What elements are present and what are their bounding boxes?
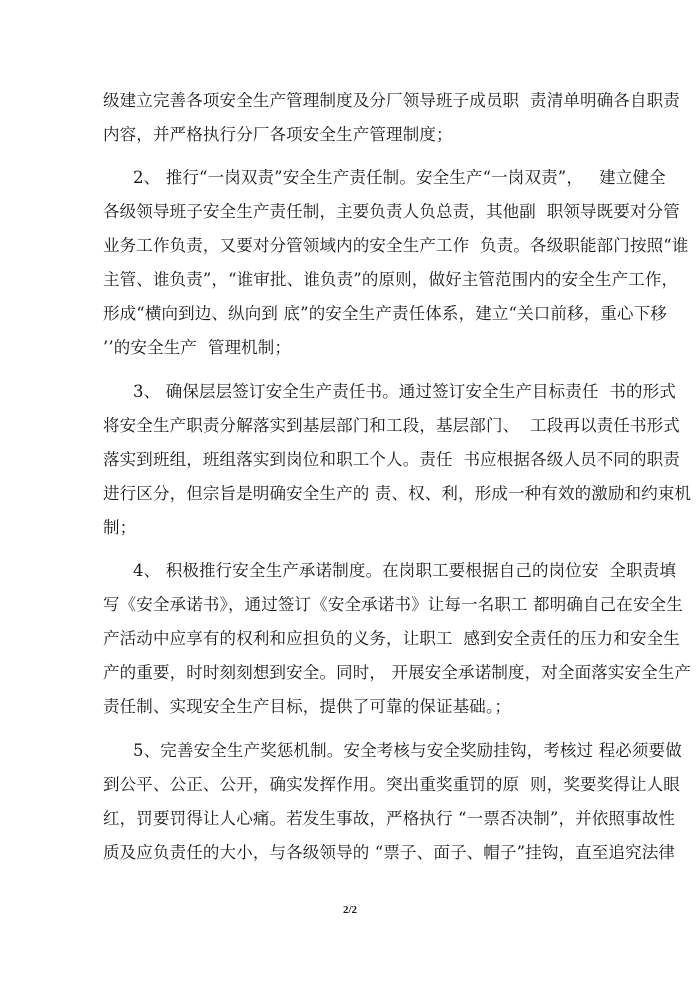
text-line: 业务工作负责，又要对分管领域内的安全生产工作 负责。各级职能部门按照“谁 [103, 236, 689, 255]
text-line: 写《安全承诺书》，通过签订《安全承诺书》让每一名职工 都明确自己在安全生 [103, 595, 683, 614]
text-line: 形成“横向到边、纵向到 底”的安全生产责任体系，建立“关口前移，重心下移 [103, 304, 667, 323]
text-line: ’’的安全生产 管理机制； [103, 338, 292, 357]
text-line: 各级领导班子安全生产责任制，主要负责人负总责，其他副 职领导既要对分管 [103, 202, 680, 221]
text-line: 将安全生产职责分解落实到基层部门和工段，基层部门、 工段再以责任书形式 [103, 416, 680, 435]
text-line: 质及应负责任的大小，与各级领导的 “票子、面子、帽子”挂钩，直至追究法律 [103, 843, 676, 862]
text-line: 级建立完善各项安全生产管理制度及分厂领导班子成员职 责清单明确各自职责 [103, 91, 680, 110]
paragraph-2-start: 2、 推行“一岗双责”安全生产责任制。安全生产“一岗双责”， 建立健全 [133, 168, 666, 187]
page-number: 2/2 [342, 904, 358, 916]
text-line: 红，罚要罚得让人心痛。若发生事故，严格执行 “一票否决制”，并依照事故性 [103, 809, 676, 828]
paragraph-5-start: 5、完善安全生产奖惩机制。安全考核与安全奖励挂钩，考核过 程必须要做 [133, 741, 682, 760]
paragraph-4-start: 4、 积极推行安全生产承诺制度。在岗职工要根据自己的岗位安 全职责填 [133, 561, 676, 580]
text-line: 产活动中应享有的权利和应担负的义务，让职工 感到安全责任的压力和安全生 [103, 629, 680, 648]
paragraph-3-start: 3、 确保层层签订安全生产责任书。通过签订安全生产目标责任 书的形式 [133, 382, 676, 401]
text-line: 进行区分，但宗旨是明确安全生产的 责、权、利，形成一种有效的激励和约束机 [103, 484, 692, 503]
text-line: 到公平、公正、公开，确实发挥作用。突出重奖重罚的原 则，奖要奖得让人眼 [103, 775, 680, 794]
text-line: 制； [103, 518, 137, 537]
text-line: 落实到班组，班组落实到岗位和职工个人。责任 书应根据各级人员不同的职责 [103, 450, 680, 469]
text-line: 内容，并严格执行分厂各项安全生产管理制度； [103, 125, 453, 144]
text-line: 主管、谁负责”，“谁审批、谁负责”的原则，做好主管范围内的安全生产工作， [103, 270, 679, 289]
text-line: 产的重要，时时刻刻想到安全。同时， 开展安全承诺制度，对全面落实安全生产 [103, 663, 692, 682]
text-line: 责任制、实现安全生产目标，提供了可靠的保证基础。； [103, 697, 511, 716]
